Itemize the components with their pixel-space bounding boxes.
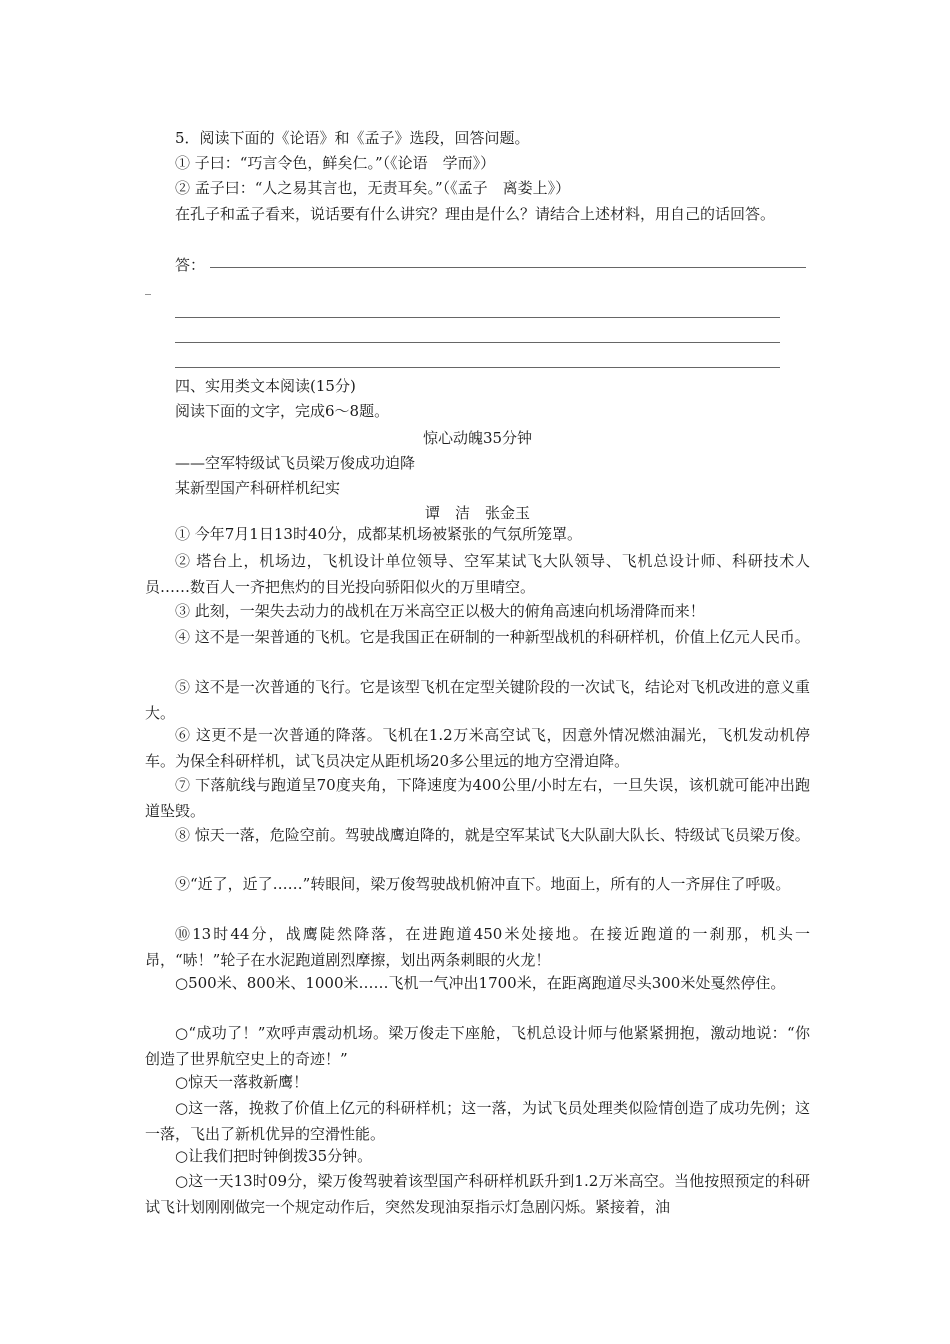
article-subtitle: ——空军特级试飞员梁万俊成功迫降 <box>175 454 416 472</box>
article-paragraph: ③ 此刻，一架失去动力的战机在万米高空正以极大的俯角高速向机场滑降而来！ <box>175 602 705 620</box>
article-paragraph: ② 塔台上，机场边，飞机设计单位领导、空军某试飞大队领导、飞机总设计师、科研技术人员……数百人一齐把焦灼的目光投向骄阳似火的万里晴空。 <box>145 552 810 596</box>
answer-label: 答： <box>175 256 206 274</box>
article-subtitle: 某新型国产科研样机纪实 <box>175 479 341 497</box>
question-prompt: 在孔子和孟子看来，说话要有什么讲究？理由是什么？请结合上述材料，用自己的话回答。 <box>175 205 776 223</box>
article-paragraph: ⑦ 下落航线与跑道呈70度夹角，下降速度为400公里/小时左右，一旦失误，该机就可能冲出跑道坠毁。 <box>145 776 810 820</box>
quote-lunyu: ① 子曰：“巧言令色，鲜矣仁。”（《论语 学而》） <box>175 154 496 172</box>
section-instruction: 阅读下面的文字，完成6～8题。 <box>175 402 390 420</box>
article-paragraph: ○让我们把时钟倒拨35分钟。 <box>175 1147 373 1165</box>
article-paragraph: ○“成功了！”欢呼声震动机场。梁万俊走下座舱，飞机总设计师与他紧紧拥抱，激动地说：“你创造了世界航空史上的奇迹！” <box>145 1024 810 1068</box>
section-heading: 四、实用类文本阅读(15分) <box>175 377 356 395</box>
article-paragraph: ⑨“近了，近了……”转眼间，梁万俊驾驶战机俯冲直下。地面上，所有的人一齐屏住了呼吸。 <box>175 875 791 893</box>
article-paragraph: ○500米、800米、1000米……飞机一气冲出1700米，在距离跑道尽头300米处戛然停住。 <box>175 974 786 992</box>
article-paragraph: ⑥ 这更不是一次普通的降落。飞机在1.2万米高空试飞，因意外情况燃油漏光，飞机发动机停车。为保全科研样机，试飞员决定从距机场20多公里远的地方空滑迫降。 <box>145 726 810 770</box>
stray-mark: _ <box>145 281 151 295</box>
article-paragraph: ① 今年7月1日13时40分，成都某机场被紧张的气氛所笼罩。 <box>175 525 583 543</box>
article-paragraph: ⑤ 这不是一次普通的飞行。它是该型飞机在定型关键阶段的一次试飞，结论对飞机改进的意义重大。 <box>145 678 810 722</box>
article-title: 惊心动魄35分钟 <box>422 429 533 447</box>
answer-line[interactable] <box>175 317 780 318</box>
article-paragraph: ○这一天13时09分，梁万俊驾驶着该型国产科研样机跃升到1.2万米高空。当他按照预定的科研试飞计划刚刚做完一个规定动作后，突然发现油泵指示灯急剧闪烁。紧接着，油 <box>145 1172 810 1216</box>
article-paragraph: ⑩13时44分，战鹰陡然降落，在进跑道450米处接地。在接近跑道的一刹那，机头一昂，“哧！”轮子在水泥跑道剧烈摩擦，划出两条刺眼的火龙！ <box>145 925 810 969</box>
question-stem: 5．阅读下面的《论语》和《孟子》选段，回答问题。 <box>175 129 530 147</box>
quote-mengzi: ② 孟子曰：“人之易其言也，无责耳矣。”（《孟子 离娄上》） <box>175 179 571 197</box>
article-paragraph: ⑧ 惊天一落，危险空前。驾驶战鹰迫降的，就是空军某试飞大队副大队长、特级试飞员梁万俊。 <box>175 826 810 844</box>
answer-line[interactable] <box>175 342 780 343</box>
article-paragraph: ④ 这不是一架普通的飞机。它是我国正在研制的一种新型战机的科研样机，价值上亿元人民币。 <box>175 628 810 646</box>
article-paragraph: ○惊天一落救新鹰！ <box>175 1073 309 1091</box>
article-authors: 谭 洁 张金玉 <box>424 504 530 522</box>
answer-line[interactable] <box>210 267 806 268</box>
article-paragraph: ○这一落，挽救了价值上亿元的科研样机；这一落，为试飞员处理类似险情创造了成功先例；这一落，飞出了新机优异的空滑性能。 <box>145 1099 810 1143</box>
answer-line[interactable] <box>175 367 780 368</box>
